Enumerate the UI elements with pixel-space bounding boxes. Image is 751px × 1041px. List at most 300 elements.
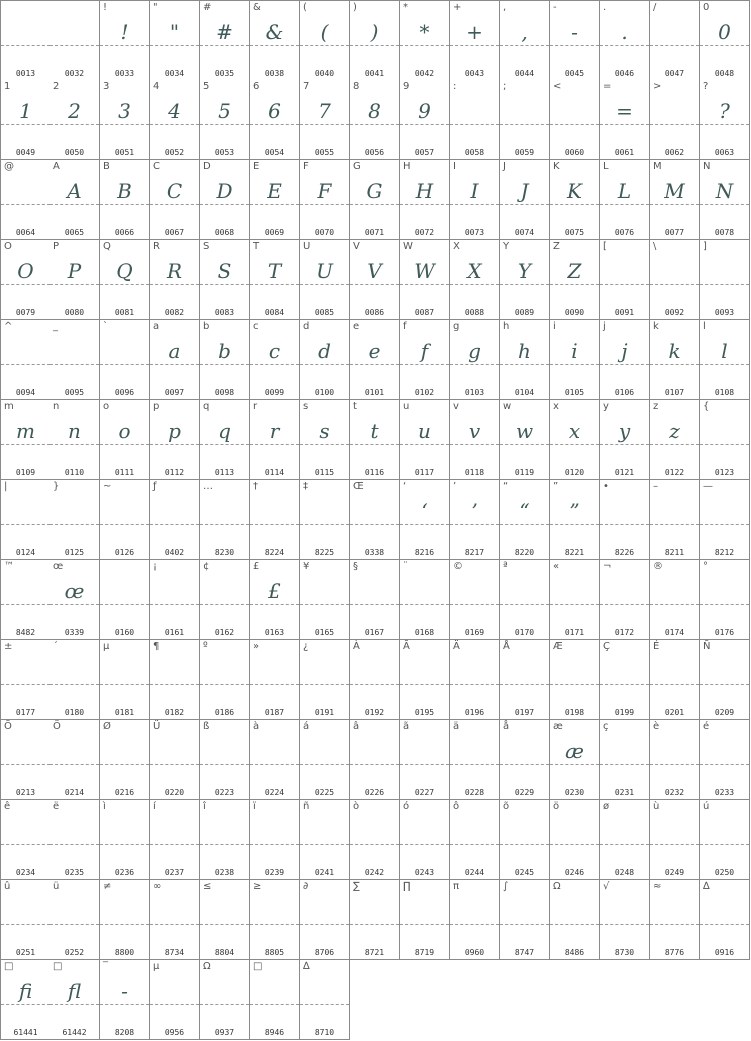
baseline-guide [1, 204, 50, 205]
glyph-label: & [253, 2, 261, 13]
glyph-label: ; [503, 81, 507, 92]
glyph-label: æ [553, 721, 563, 732]
glyph-cell [600, 880, 650, 960]
glyph-label: X [453, 241, 460, 252]
glyph-label: ∑ [353, 881, 360, 892]
baseline-guide [100, 924, 149, 925]
baseline-guide [1, 604, 50, 605]
glyph-code: 0033 [114, 69, 135, 78]
baseline-guide [250, 204, 299, 205]
baseline-guide [550, 45, 599, 46]
glyph-code: 0216 [114, 788, 135, 797]
glyph-cell [350, 480, 400, 560]
glyph-sample: ( [320, 20, 329, 44]
baseline-guide [50, 284, 99, 285]
glyph-label: | [4, 481, 8, 492]
baseline-guide [350, 124, 399, 125]
glyph-cell [50, 400, 100, 480]
glyph-cell [200, 720, 250, 800]
glyph-code: 0171 [564, 628, 585, 637]
glyph-code: 8734 [164, 948, 185, 957]
glyph-code: 0089 [514, 308, 535, 317]
baseline-guide [350, 844, 399, 845]
glyph-sample: r [269, 419, 280, 443]
baseline-guide [250, 284, 299, 285]
glyph-code: 0041 [364, 69, 385, 78]
glyph-label: Ä [453, 641, 460, 652]
baseline-guide [50, 124, 99, 125]
glyph-sample: U [316, 259, 333, 283]
glyph-cell [0, 880, 51, 960]
glyph-code: 0224 [264, 788, 285, 797]
glyph-code: 0061 [614, 148, 635, 157]
glyph-cell [700, 80, 750, 160]
glyph-cell [250, 720, 300, 800]
glyph-sample: 8 [368, 99, 381, 123]
glyph-code: 0086 [364, 308, 385, 317]
baseline-guide [650, 604, 699, 605]
baseline-guide [500, 684, 549, 685]
glyph-code: 8217 [464, 548, 485, 557]
glyph-sample: ? [719, 99, 730, 123]
glyph-cell [650, 240, 700, 320]
glyph-label: ƒ [153, 481, 157, 492]
glyph-code: 0058 [464, 148, 485, 157]
glyph-code: 0161 [164, 628, 185, 637]
baseline-guide [650, 444, 699, 445]
glyph-label: C [153, 161, 160, 172]
glyph-label: , [503, 2, 507, 13]
baseline-guide [50, 764, 99, 765]
glyph-label: i [553, 321, 556, 332]
glyph-sample: C [166, 179, 183, 203]
glyph-label: é [703, 721, 710, 732]
glyph-cell [200, 960, 250, 1040]
glyph-label: z [653, 401, 659, 412]
baseline-guide [300, 45, 349, 46]
glyph-cell [500, 240, 550, 320]
glyph-code: 0099 [264, 388, 285, 397]
glyph-sample: £ [268, 579, 281, 603]
glyph-code: 0098 [214, 388, 235, 397]
glyph-code: 0249 [664, 868, 685, 877]
glyph-code: 0066 [114, 228, 135, 237]
glyph-sample: a [168, 339, 181, 363]
glyph-code: 0960 [464, 948, 485, 957]
glyph-sample: G [366, 179, 383, 203]
glyph-sample: H [415, 179, 434, 203]
glyph-cell [700, 0, 750, 81]
glyph-cell [500, 480, 550, 560]
glyph-cell [250, 240, 300, 320]
baseline-guide [100, 684, 149, 685]
glyph-cell [700, 240, 750, 320]
baseline-guide [250, 364, 299, 365]
glyph-label: * [403, 2, 408, 13]
baseline-guide [250, 45, 299, 46]
glyph-sample: c [268, 339, 281, 363]
glyph-code: 0079 [15, 308, 36, 317]
glyph-cell [500, 0, 550, 81]
glyph-label: " [153, 2, 158, 13]
glyph-code: 0081 [114, 308, 135, 317]
glyph-code: 0113 [214, 468, 235, 477]
glyph-label: Ω [553, 881, 561, 892]
baseline-guide [1, 45, 50, 46]
glyph-code: 0050 [64, 148, 85, 157]
glyph-code: 0241 [314, 868, 335, 877]
baseline-guide [550, 444, 599, 445]
baseline-guide [400, 204, 449, 205]
glyph-code: 0052 [164, 148, 185, 157]
baseline-guide [1, 524, 50, 525]
glyph-cell [650, 720, 700, 800]
baseline-guide [200, 924, 249, 925]
glyph-cell [550, 800, 600, 880]
glyph-label: Å [503, 641, 510, 652]
glyph-label: ¢ [203, 561, 210, 572]
baseline-guide [450, 524, 499, 525]
baseline-guide [700, 284, 749, 285]
baseline-guide [500, 204, 549, 205]
glyph-label: [ [603, 241, 607, 252]
glyph-label: ‾ [103, 961, 108, 972]
baseline-guide [400, 524, 449, 525]
baseline-guide [550, 764, 599, 765]
baseline-guide [100, 764, 149, 765]
baseline-guide [100, 1004, 149, 1005]
glyph-label: — [703, 481, 713, 492]
glyph-cell [450, 480, 500, 560]
glyph-label: M [653, 161, 662, 172]
glyph-cell [600, 800, 650, 880]
glyph-code: 0118 [464, 468, 485, 477]
glyph-cell [450, 320, 500, 400]
glyph-label: ú [703, 801, 710, 812]
glyph-sample: w [515, 419, 534, 443]
glyph-code: 8719 [414, 948, 435, 957]
baseline-guide [200, 124, 249, 125]
glyph-label: ≥ [253, 881, 262, 892]
glyph-label: c [253, 321, 259, 332]
glyph-cell [0, 320, 51, 400]
baseline-guide [550, 924, 599, 925]
glyph-code: 0121 [614, 468, 635, 477]
glyph-cell [300, 640, 350, 720]
glyph-code: 8208 [114, 1028, 135, 1037]
baseline-guide [350, 764, 399, 765]
baseline-guide [500, 524, 549, 525]
glyph-cell [550, 80, 600, 160]
glyph-sample: " [169, 20, 180, 44]
baseline-guide [200, 364, 249, 365]
glyph-code: 0226 [364, 788, 385, 797]
baseline-guide [150, 764, 199, 765]
glyph-cell [350, 320, 400, 400]
glyph-label: ∏ [403, 881, 411, 892]
glyph-code: 0013 [15, 69, 36, 78]
glyph-sample: 7 [318, 99, 331, 123]
glyph-code: 0094 [15, 388, 36, 397]
glyph-cell [650, 320, 700, 400]
glyph-code: 0338 [364, 548, 385, 557]
baseline-guide [1, 1004, 50, 1005]
glyph-cell [300, 960, 350, 1040]
glyph-cell [0, 80, 51, 160]
glyph-code: 0209 [714, 708, 735, 717]
glyph-cell [650, 400, 700, 480]
glyph-label: G [353, 161, 361, 172]
glyph-code: 0082 [164, 308, 185, 317]
glyph-cell [200, 640, 250, 720]
glyph-cell [500, 400, 550, 480]
glyph-code: 0181 [114, 708, 135, 717]
glyph-cell [0, 560, 51, 640]
glyph-code: 0251 [15, 948, 36, 957]
glyph-sample: = [616, 99, 633, 123]
glyph-cell [550, 160, 600, 240]
glyph-label: p [153, 401, 160, 412]
glyph-cell [150, 960, 200, 1040]
baseline-guide [400, 844, 449, 845]
glyph-label: « [553, 561, 560, 572]
glyph-sample: l [721, 339, 728, 363]
baseline-guide [1, 444, 50, 445]
glyph-label: s [303, 401, 309, 412]
glyph-sample: ﬁ [18, 979, 33, 1003]
baseline-guide [1, 364, 50, 365]
baseline-guide [450, 284, 499, 285]
baseline-guide [400, 124, 449, 125]
glyph-label: I [453, 161, 456, 172]
glyph-label: ) [353, 2, 357, 13]
glyph-cell [500, 160, 550, 240]
glyph-cell [350, 400, 400, 480]
baseline-guide [300, 924, 349, 925]
glyph-cell [100, 880, 150, 960]
glyph-code: 0076 [614, 228, 635, 237]
baseline-guide [700, 684, 749, 685]
glyph-code: 0047 [664, 69, 685, 78]
glyph-code: 8216 [414, 548, 435, 557]
glyph-code: 0035 [214, 69, 235, 78]
baseline-guide [1, 764, 50, 765]
baseline-guide [1, 124, 50, 125]
glyph-sample: 0 [718, 20, 731, 44]
glyph-label: » [253, 641, 260, 652]
glyph-sample: æ [565, 739, 584, 763]
baseline-guide [600, 124, 649, 125]
glyph-cell [700, 880, 750, 960]
glyph-cell [600, 720, 650, 800]
glyph-sample: g [468, 339, 481, 363]
glyph-code: 0125 [64, 548, 85, 557]
glyph-label: 9 [403, 81, 410, 92]
glyph-sample: t [370, 419, 379, 443]
glyph-code: 8706 [314, 948, 335, 957]
glyph-sample: Q [116, 259, 133, 283]
glyph-cell [100, 160, 150, 240]
baseline-guide [200, 604, 249, 605]
glyph-cell [350, 240, 400, 320]
glyph-code: 0186 [214, 708, 235, 717]
glyph-sample: i [571, 339, 578, 363]
baseline-guide [650, 764, 699, 765]
glyph-cell [500, 800, 550, 880]
glyph-cell [400, 160, 450, 240]
baseline-guide [450, 204, 499, 205]
glyph-cell [600, 240, 650, 320]
glyph-sample: f [420, 339, 429, 363]
glyph-cell [400, 320, 450, 400]
glyph-cell [250, 80, 300, 160]
glyph-sample: k [668, 339, 681, 363]
glyph-label: ± [4, 641, 13, 652]
glyph-cell [50, 560, 100, 640]
glyph-code: 0045 [564, 69, 585, 78]
glyph-label: d [303, 321, 310, 332]
glyph-cell [100, 400, 150, 480]
glyph-sample: - [121, 979, 128, 1003]
glyph-cell [0, 400, 51, 480]
glyph-code: 0068 [214, 228, 235, 237]
baseline-guide [50, 444, 99, 445]
glyph-cell [700, 320, 750, 400]
baseline-guide [600, 684, 649, 685]
glyph-code: 0106 [614, 388, 635, 397]
baseline-guide [50, 604, 99, 605]
glyph-code: 0075 [564, 228, 585, 237]
glyph-cell [600, 480, 650, 560]
glyph-label: R [153, 241, 160, 252]
glyph-code: 0402 [164, 548, 185, 557]
glyph-code: 0112 [164, 468, 185, 477]
baseline-guide [200, 1004, 249, 1005]
glyph-code: 0110 [64, 468, 85, 477]
glyph-cell [350, 160, 400, 240]
glyph-code: 8230 [214, 548, 235, 557]
glyph-sample: z [669, 419, 680, 443]
baseline-guide [350, 524, 399, 525]
glyph-code: 0235 [64, 868, 85, 877]
glyph-label: ~ [103, 481, 112, 492]
glyph-label: ¥ [303, 561, 310, 572]
glyph-code: 0060 [564, 148, 585, 157]
glyph-label: } [53, 481, 60, 492]
glyph-code: 0064 [15, 228, 36, 237]
glyph-cell [450, 800, 500, 880]
glyph-code: 0108 [714, 388, 735, 397]
glyph-code: 0111 [114, 468, 135, 477]
glyph-code: 0916 [714, 948, 735, 957]
glyph-label: \ [653, 241, 657, 252]
glyph-cell [150, 0, 200, 81]
glyph-label: … [203, 481, 213, 492]
glyph-code: 0080 [64, 308, 85, 317]
glyph-label: Ü [153, 721, 161, 732]
glyph-sample: K [567, 179, 582, 203]
glyph-code: 0078 [714, 228, 735, 237]
glyph-cell [700, 800, 750, 880]
baseline-guide [500, 764, 549, 765]
glyph-cell [50, 880, 100, 960]
glyph-code: 8226 [614, 548, 635, 557]
glyph-code: 0192 [364, 708, 385, 717]
baseline-guide [400, 604, 449, 605]
baseline-guide [400, 684, 449, 685]
glyph-code: 0223 [214, 788, 235, 797]
glyph-code: 0072 [414, 228, 435, 237]
glyph-code: 0220 [164, 788, 185, 797]
glyph-code: 8721 [364, 948, 385, 957]
baseline-guide [250, 124, 299, 125]
glyph-code: 0198 [564, 708, 585, 717]
glyph-label: k [653, 321, 659, 332]
glyph-label: 8 [353, 81, 360, 92]
glyph-label: w [503, 401, 512, 412]
baseline-guide [150, 284, 199, 285]
glyph-label: P [53, 241, 60, 252]
glyph-cell [50, 640, 100, 720]
glyph-cell [100, 640, 150, 720]
glyph-label: å [503, 721, 510, 732]
glyph-cell [100, 0, 150, 81]
glyph-sample: Y [517, 259, 532, 283]
baseline-guide [250, 844, 299, 845]
glyph-cell [0, 0, 51, 81]
glyph-cell [300, 720, 350, 800]
baseline-guide [100, 524, 149, 525]
glyph-sample: 4 [168, 99, 181, 123]
glyph-cell [450, 880, 500, 960]
baseline-guide [400, 924, 449, 925]
glyph-label: ê [4, 801, 11, 812]
glyph-cell [400, 720, 450, 800]
glyph-label: W [403, 241, 413, 252]
glyph-cell [700, 640, 750, 720]
baseline-guide [650, 124, 699, 125]
glyph-code: 0100 [314, 388, 335, 397]
glyph-cell [0, 720, 51, 800]
glyph-sample: X [467, 259, 482, 283]
glyph-cell [250, 800, 300, 880]
glyph-cell [600, 400, 650, 480]
baseline-guide [100, 284, 149, 285]
baseline-guide [550, 844, 599, 845]
glyph-sample: 2 [68, 99, 81, 123]
glyph-label: œ [53, 561, 64, 572]
baseline-guide [150, 524, 199, 525]
baseline-guide [100, 204, 149, 205]
glyph-cell [600, 80, 650, 160]
glyph-code: 0201 [664, 708, 685, 717]
glyph-cell [300, 0, 350, 81]
glyph-label: ¬ [603, 561, 612, 572]
baseline-guide [50, 364, 99, 365]
glyph-label: ë [53, 801, 60, 812]
glyph-cell [550, 880, 600, 960]
glyph-cell [100, 560, 150, 640]
glyph-label: ^ [4, 321, 13, 332]
glyph-label: õ [503, 801, 510, 812]
glyph-code: 0195 [414, 708, 435, 717]
glyph-sample: 1 [19, 99, 32, 123]
glyph-cell [300, 800, 350, 880]
glyph-code: 0083 [214, 308, 235, 317]
glyph-label: ∂ [303, 881, 309, 892]
baseline-guide [50, 204, 99, 205]
baseline-guide [350, 924, 399, 925]
